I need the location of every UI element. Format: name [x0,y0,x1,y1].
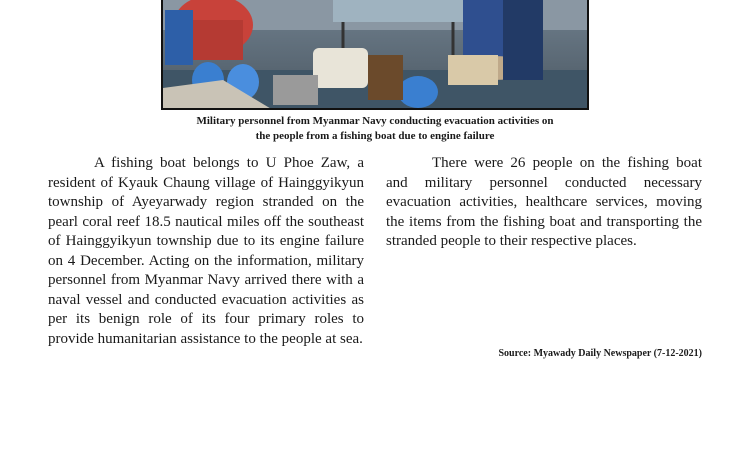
evacuation-photo [161,0,589,110]
article-column-right [386,154,702,252]
article-paragraph-right: There were 26 people on the fishing boat and military personnel conducted necessary evacuation activities, healthcare services, moving the items from the fishing boat and transporting the stranded people to their respective places. [386,155,702,249]
photo-caption [150,114,600,144]
caption-line-2: the people from a fishing boat due to engine failure [255,130,495,142]
article-column-left [48,154,364,349]
source-credit: Source: Myawady Daily Newspaper (7-12-2021) [498,348,702,359]
caption-line-1: Military personnel from Myanmar Navy conducting evacuation activities on [196,115,554,127]
article-paragraph-left: A fishing boat belongs to U Phoe Zaw, a resident of Kyauk Chaung village of Hainggyikyun township of Ayeyarwady region stranded on the pearl coral reef 18.5 nautical miles off the southeast of Hainggyikyun township due to its engine failure on 4 December. Acting on the information, military personnel from Myanmar Navy arrived there with a naval vessel and conducted evacuation activities as per its benign role of its four primary roles to provide humanitarian assistance to the people at sea. [48,155,364,347]
